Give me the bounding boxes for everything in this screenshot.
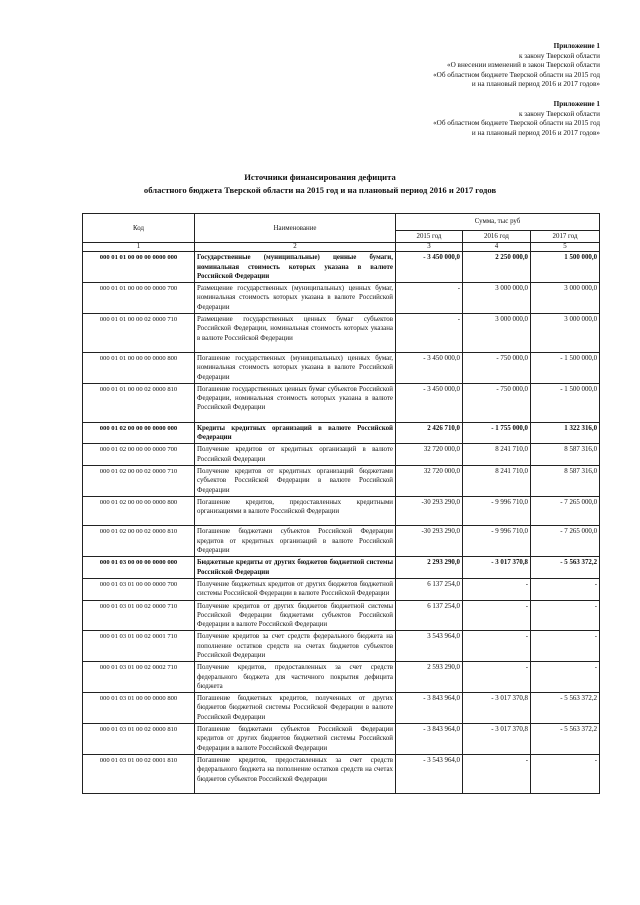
value-2017: 3 000 000,0: [531, 283, 600, 314]
row-code: 000 01 02 00 00 02 0000 810: [83, 526, 195, 557]
appendix-header-original: [433, 100, 600, 138]
value-2017: - 7 265 000,0: [531, 526, 600, 557]
value-2017: - 7 265 000,0: [531, 496, 600, 526]
document-title: [40, 171, 600, 196]
column-number: 5: [531, 243, 600, 252]
header-code: Код: [83, 214, 195, 243]
value-2017: 8 587 316,0: [531, 465, 600, 496]
value-2016: -: [463, 600, 531, 631]
row-code: 000 01 03 01 00 02 0001 810: [83, 754, 195, 793]
table-row: [83, 383, 600, 422]
value-2015: 3 543 964,0: [396, 631, 463, 662]
row-code: 000 01 03 01 00 02 0000 810: [83, 724, 195, 755]
value-2017: - 5 563 372,2: [531, 557, 600, 579]
value-2016: - 9 996 710,0: [463, 526, 531, 557]
value-2016: - 3 017 370,8: [463, 557, 531, 579]
appendix-line: к закону Тверской области: [518, 51, 600, 60]
value-2016: 8 241 710,0: [463, 444, 531, 466]
column-number: 3: [396, 243, 463, 252]
row-name: Получение кредитов, предоставленных за счет средств федерального бюджета для частичного покрытия дефицита бюджета: [195, 662, 396, 693]
appendix-title: Приложение 1: [553, 42, 600, 50]
row-code: 000 01 02 00 00 00 0000 800: [83, 496, 195, 526]
appendix-title: Приложение 1: [553, 100, 600, 108]
row-code: 000 01 01 00 00 02 0000 810: [83, 383, 195, 422]
table-row: [83, 754, 600, 793]
row-name: Погашение государственных ценных бумаг субъектов Российской Федерации, номинальная стоимость которых указана в валюте Российской Федерации: [195, 383, 396, 422]
column-number: 4: [463, 243, 531, 252]
value-2017: 8 587 316,0: [531, 444, 600, 466]
row-name: Кредиты кредитных организаций в валюте Российской Федерации: [195, 422, 396, 444]
row-name: Получение кредитов от кредитных организаций в валюте Российской Федерации: [195, 444, 396, 466]
value-2017: -: [531, 578, 600, 600]
row-name: Погашение бюджетных кредитов, полученных от других бюджетов бюджетной системы Российской Федерации в валюте Российской Федерации: [195, 693, 396, 724]
row-code: 000 01 03 01 00 02 0001 710: [83, 631, 195, 662]
value-2017: -: [531, 754, 600, 793]
appendix-line: к закону Тверской области: [518, 109, 600, 118]
financing-sources-table: [82, 213, 600, 794]
value-2015: - 3 450 000,0: [396, 252, 463, 283]
row-code: 000 01 03 01 00 02 0000 710: [83, 600, 195, 631]
value-2015: 2 593 290,0: [396, 662, 463, 693]
row-code: 000 01 02 00 00 02 0000 710: [83, 465, 195, 496]
header-year-2015: 2015 год: [396, 231, 463, 243]
value-2016: - 3 017 370,8: [463, 693, 531, 724]
row-code: 000 01 03 01 00 00 0000 700: [83, 578, 195, 600]
value-2016: - 3 017 370,8: [463, 724, 531, 755]
row-code: 000 01 03 01 00 00 0000 800: [83, 693, 195, 724]
header-year-2016: 2016 год: [463, 231, 531, 243]
row-code: 000 01 03 00 00 00 0000 000: [83, 557, 195, 579]
value-2016: -: [463, 631, 531, 662]
value-2015: 6 137 254,0: [396, 600, 463, 631]
value-2015: - 3 843 964,0: [396, 693, 463, 724]
table-row: [83, 422, 600, 444]
appendix-line: и на плановый период 2016 и 2017 годов»: [471, 80, 600, 89]
row-code: 000 01 01 00 00 00 0000 700: [83, 283, 195, 314]
value-2016: 3 000 000,0: [463, 314, 531, 353]
table-row: [83, 465, 600, 496]
row-name: Погашение государственных (муниципальных) ценных бумаг, номинальная стоимость которых указана в валюте Российской Федерации: [195, 352, 396, 383]
value-2016: -: [463, 578, 531, 600]
value-2015: 32 720 000,0: [396, 444, 463, 466]
row-name: Получение кредитов за счет средств федерального бюджета на пополнение остатков средств на счетах бюджетов субъектов Российской Федерации: [195, 631, 396, 662]
table-row: [83, 662, 600, 693]
appendix-line: и на плановый период 2016 и 2017 годов»: [471, 128, 600, 137]
row-name: Размещение государственных (муниципальных) ценных бумаг, номинальная стоимость которых указана в валюте Российской Федерации: [195, 283, 396, 314]
value-2017: 3 000 000,0: [531, 314, 600, 353]
value-2017: 1 500 000,0: [531, 252, 600, 283]
table-row: [83, 631, 600, 662]
header-name: Наименование: [195, 214, 396, 243]
value-2017: -: [531, 662, 600, 693]
table-row: [83, 578, 600, 600]
row-name: Погашение бюджетами субъектов Российской Федерации кредитов от других бюджетов бюджетной системы Российской Федерации в валюте Российской Федерации: [195, 724, 396, 755]
table-row: [83, 600, 600, 631]
value-2015: -: [396, 314, 463, 353]
appendix-line: «О внесении изменений в закон Тверской области: [446, 61, 600, 70]
table-row: [83, 724, 600, 755]
value-2017: -: [531, 631, 600, 662]
document-title-line: областного бюджета Тверской области на 2015 год и на плановый период 2016 и 2017 годов: [143, 184, 497, 195]
appendix-header-current: [433, 42, 600, 90]
row-name: Бюджетные кредиты от других бюджетов бюджетной системы Российской Федерации: [195, 557, 396, 579]
row-name: Получение кредитов от кредитных организаций бюджетами субъектов Российской Федерации в валюте Российской Федерации: [195, 465, 396, 496]
row-name: Размещение государственных ценных бумаг субъектов Российской Федерации, номинальная стоимость которых указана в валюте Российской Федерации: [195, 314, 396, 353]
appendix-line: «Об областном бюджете Тверской области на 2015 год: [433, 70, 600, 79]
value-2017: -: [531, 600, 600, 631]
value-2015: - 3 450 000,0: [396, 352, 463, 383]
table-body: [83, 252, 600, 794]
table-row: [83, 526, 600, 557]
value-2016: -: [463, 662, 531, 693]
value-2016: 8 241 710,0: [463, 465, 531, 496]
table-row: [83, 314, 600, 353]
row-code: 000 01 03 01 00 02 0002 710: [83, 662, 195, 693]
table-row: [83, 557, 600, 579]
row-code: 000 01 01 00 00 02 0000 710: [83, 314, 195, 353]
header-year-2017: 2017 год: [531, 231, 600, 243]
value-2015: - 3 450 000,0: [396, 383, 463, 422]
value-2016: - 1 755 000,0: [463, 422, 531, 444]
table-row: [83, 444, 600, 466]
value-2017: 1 322 316,0: [531, 422, 600, 444]
row-name: Государственные (муниципальные) ценные бумаги, номинальная стоимость которых указана в валюте Российской Федерации: [195, 252, 396, 283]
value-2015: -30 293 290,0: [396, 526, 463, 557]
value-2016: 2 250 000,0: [463, 252, 531, 283]
table-row: [83, 283, 600, 314]
value-2017: - 5 563 372,2: [531, 724, 600, 755]
column-number: 2: [195, 243, 396, 252]
row-name: Погашение бюджетами субъектов Российской Федерации кредитов от кредитных организаций в валюте Российской Федерации: [195, 526, 396, 557]
table-row: [83, 693, 600, 724]
table-row: [83, 496, 600, 526]
value-2015: -: [396, 283, 463, 314]
value-2015: - 3 543 964,0: [396, 754, 463, 793]
row-name: Получение кредитов от других бюджетов бюджетной системы Российской Федерации бюджетами субъектов Российской Федерации в валюте Российской Федерации: [195, 600, 396, 631]
column-number: 1: [83, 243, 195, 252]
header-sum: Сумма, тыс руб: [396, 214, 600, 231]
value-2016: - 750 000,0: [463, 352, 531, 383]
table-row: [83, 252, 600, 283]
value-2015: 2 426 710,0: [396, 422, 463, 444]
row-code: 000 01 01 00 00 00 0000 800: [83, 352, 195, 383]
value-2017: - 1 500 000,0: [531, 352, 600, 383]
row-code: 000 01 02 00 00 00 0000 000: [83, 422, 195, 444]
row-code: 000 01 01 00 00 00 0000 000: [83, 252, 195, 283]
value-2015: 6 137 254,0: [396, 578, 463, 600]
value-2015: 32 720 000,0: [396, 465, 463, 496]
value-2015: 2 293 290,0: [396, 557, 463, 579]
table-row: [83, 352, 600, 383]
value-2016: - 9 996 710,0: [463, 496, 531, 526]
value-2015: - 3 843 964,0: [396, 724, 463, 755]
appendix-line: «Об областном бюджете Тверской области на 2015 год: [433, 119, 600, 128]
value-2017: - 1 500 000,0: [531, 383, 600, 422]
value-2016: 3 000 000,0: [463, 283, 531, 314]
value-2017: - 5 563 372,2: [531, 693, 600, 724]
value-2015: -30 293 290,0: [396, 496, 463, 526]
value-2016: - 750 000,0: [463, 383, 531, 422]
row-name: Получение бюджетных кредитов от других бюджетов бюджетной системы Российской Федерации в валюте Российской Федерации: [195, 578, 396, 600]
row-name: Погашение кредитов, предоставленных за счет средств федерального бюджета на пополнение остатков средств на счетах бюджетов субъектов Российской Федерации: [195, 754, 396, 793]
row-name: Погашение кредитов, предоставленных кредитными организациями в валюте Российской Федерации: [195, 496, 396, 526]
row-code: 000 01 02 00 00 00 0000 700: [83, 444, 195, 466]
value-2016: -: [463, 754, 531, 793]
document-title-line: Источники финансирования дефицита: [244, 172, 396, 182]
